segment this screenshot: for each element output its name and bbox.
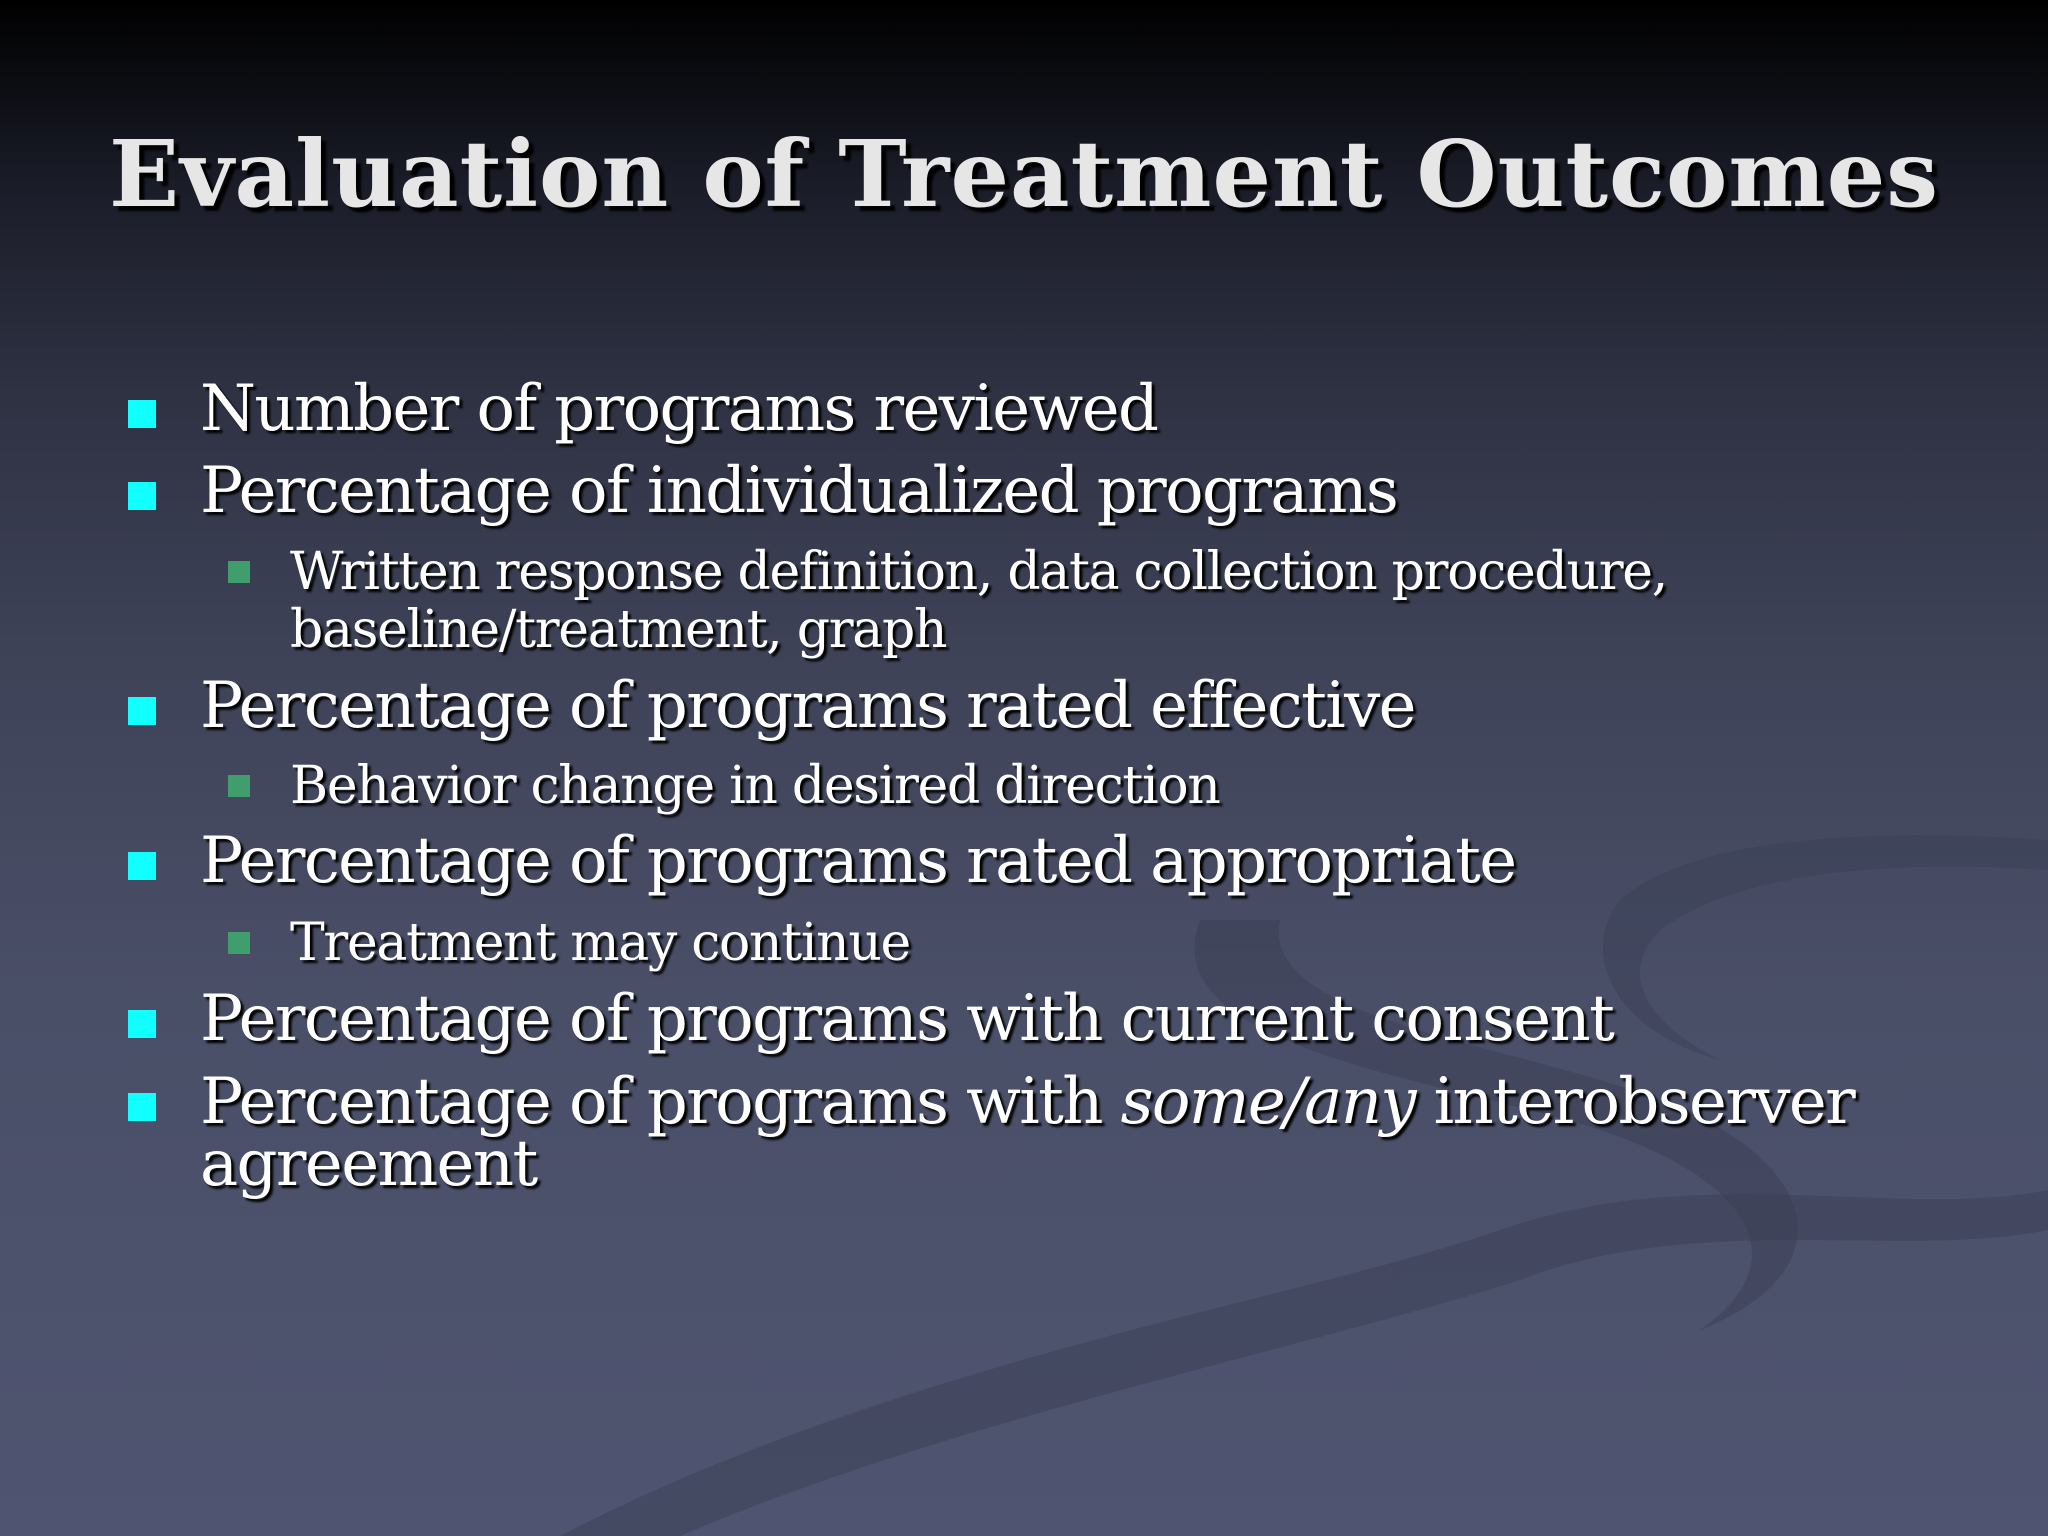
slide-title: Evaluation of Treatment Outcomes (108, 120, 1940, 228)
bullet-marker (128, 1010, 156, 1038)
sub-bullet-marker (228, 775, 250, 797)
sub-bullet-item-continued: baseline/treatment, graph (290, 600, 947, 660)
bullet-item: Percentage of individualized programs (200, 454, 1398, 528)
bullet-item: Percentage of programs rated appropriate (200, 824, 1516, 898)
bullet-marker (128, 1093, 156, 1121)
bullet-marker (128, 482, 156, 510)
bullet-item (200, 1065, 1855, 1139)
bullet-text: Percentage of programs with (200, 1065, 1121, 1139)
bullet-item: Number of programs reviewed (200, 372, 1158, 446)
bullet-marker (128, 697, 156, 725)
bullet-marker (128, 400, 156, 428)
bullet-item-continued: agreement (200, 1127, 537, 1201)
sub-bullet-item: Treatment may continue (290, 913, 911, 973)
bullet-text-italic: some/any (1120, 1065, 1415, 1139)
bullet-marker (128, 852, 156, 880)
bullet-item: Percentage of programs rated effective (200, 669, 1415, 743)
sub-bullet-item: Behavior change in desired direction (290, 756, 1220, 816)
bullet-text: interobserver (1414, 1065, 1855, 1139)
bullet-item: Percentage of programs with current consent (200, 982, 1614, 1056)
sub-bullet-marker (228, 932, 250, 954)
sub-bullet-marker (228, 561, 250, 583)
sub-bullet-item: Written response definition, data collection procedure, (290, 542, 1667, 602)
